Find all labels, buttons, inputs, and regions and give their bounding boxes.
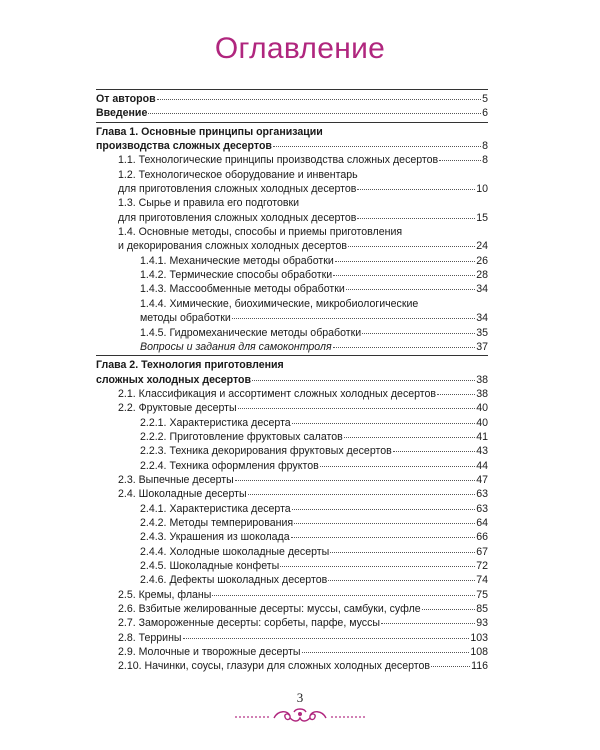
toc-entry-page: 38 <box>476 373 488 386</box>
toc-entry[interactable] <box>96 588 488 602</box>
toc-entry[interactable] <box>96 401 488 415</box>
toc-leader-dots <box>320 466 475 467</box>
toc-entry[interactable] <box>96 358 488 372</box>
toc-leader-dots <box>238 408 476 409</box>
toc-entry[interactable] <box>96 444 488 458</box>
toc-entry[interactable] <box>96 106 488 120</box>
toc-leader-dots <box>294 523 475 524</box>
toc-entry[interactable] <box>96 211 488 225</box>
toc-entry[interactable] <box>96 153 488 167</box>
toc-leader-dots <box>302 652 470 653</box>
page-number: 3 <box>296 690 304 705</box>
toc-entry-page: 24 <box>476 240 488 253</box>
toc-entry-page: 93 <box>476 617 488 630</box>
toc-entry-page: 63 <box>476 502 488 515</box>
toc-entry[interactable] <box>96 254 488 268</box>
toc-entry-title: 2.2. Фруктовые десерты <box>118 402 237 415</box>
toc-entry-title: От авторов <box>96 93 156 105</box>
toc-entry[interactable] <box>96 340 488 354</box>
toc-entry-title: 1.4.4. Химические, биохимические, микробиологические <box>140 297 419 310</box>
toc-entry[interactable] <box>96 125 488 139</box>
toc-entry-title: для приготовления сложных холодных десертов <box>118 211 357 224</box>
toc-entry-title: 2.9. Молочные и творожные десерты <box>118 646 301 659</box>
toc-leader-dots <box>292 509 476 510</box>
toc-entry-page: 28 <box>476 269 488 282</box>
toc-entry-page: 8 <box>482 154 488 167</box>
toc-entry-page: 74 <box>476 574 488 587</box>
toc-entry[interactable] <box>96 387 488 401</box>
toc-entry[interactable] <box>96 92 488 106</box>
toc-entry[interactable] <box>96 239 488 253</box>
toc-entry-title: сложных холодных десертов <box>96 373 251 386</box>
toc-entry[interactable] <box>96 502 488 516</box>
toc-section-rule <box>96 122 488 123</box>
toc-entry-page: 75 <box>476 588 488 601</box>
toc-entry[interactable] <box>96 225 488 239</box>
toc-leader-dots <box>292 423 476 424</box>
toc-entry-title: Введение <box>96 107 148 120</box>
toc-entry-title: 2.4.3. Украшения из шоколада <box>140 531 290 544</box>
toc-entry[interactable] <box>96 196 488 210</box>
toc-entry-page: 34 <box>476 312 488 325</box>
toc-entry-title: 2.6. Взбитые желированные десерты: муссы, самбуки, суфле <box>118 603 421 616</box>
toc-section-rule <box>96 355 488 356</box>
toc-entry-title: 2.7. Замороженные десерты: сорбеты, парфе, муссы <box>118 617 380 630</box>
toc-entry-page: 8 <box>482 140 488 153</box>
toc-entry-title: 1.4. Основные методы, способы и приемы приготовления <box>118 226 403 239</box>
toc-entry-title: 2.10. Начинки, соусы, глазури для сложных холодных десертов <box>118 660 431 673</box>
toc-leader-dots <box>157 99 481 100</box>
toc-entry-title: 2.4.1. Характеристика десерта <box>140 502 291 515</box>
toc-entry-title: 2.4.6. Дефекты шоколадных десертов <box>140 574 328 587</box>
toc-entry-title: Глава 2. Технология приготовления <box>96 359 284 372</box>
toc-entry-title: производства сложных десертов <box>96 140 272 153</box>
toc-entry[interactable] <box>96 602 488 616</box>
toc-entry-page: 103 <box>470 631 488 644</box>
toc-entry-title: 1.4.1. Механические методы обработки <box>140 254 334 267</box>
toc-leader-dots <box>357 189 475 190</box>
toc-entry[interactable] <box>96 545 488 559</box>
toc-leader-dots <box>235 480 475 481</box>
toc-entry[interactable] <box>96 139 488 153</box>
decorative-ornament-icon <box>232 704 368 726</box>
toc-entry-page: 108 <box>470 646 488 659</box>
toc-leader-dots <box>280 566 475 567</box>
toc-top-rule <box>96 89 488 90</box>
toc-entry[interactable] <box>96 297 488 311</box>
toc-entry-title: 2.1. Классификация и ассортимент сложных холодных десертов <box>118 387 437 400</box>
toc-entry-page: 38 <box>476 387 488 400</box>
toc-leader-dots <box>393 451 475 452</box>
toc-entry-page: 44 <box>476 459 488 472</box>
toc-entry-title: 2.3. Выпечные десерты <box>118 473 234 486</box>
toc-entry[interactable] <box>96 430 488 444</box>
toc-entry[interactable] <box>96 645 488 659</box>
toc-leader-dots <box>232 318 475 319</box>
toc-entry-title: 1.4.3. Массообменные методы обработки <box>140 283 345 296</box>
toc-entry-title: 2.2.2. Приготовление фруктовых салатов <box>140 430 343 443</box>
toc-entry-title: 1.2. Технологическое оборудование и инвентарь <box>118 168 358 181</box>
toc-leader-dots <box>348 246 475 247</box>
toc-entry-page: 40 <box>476 416 488 429</box>
toc-entry-page: 67 <box>476 545 488 558</box>
toc-entry-page: 35 <box>476 326 488 339</box>
toc-leader-dots <box>357 218 475 219</box>
toc-entry-title: и декорирования сложных холодных десертов <box>118 240 348 253</box>
toc-entry-page: 66 <box>476 531 488 544</box>
toc-entry-page: 64 <box>476 516 488 529</box>
toc-entry-title: 1.4.5. Гидромеханические методы обработки <box>140 326 362 339</box>
toc-entry-title: Глава 1. Основные принципы организации <box>96 125 323 138</box>
toc-entry-title: для приготовления сложных холодных десертов <box>118 183 357 196</box>
toc-leader-dots <box>333 347 476 348</box>
toc-entry[interactable] <box>96 326 488 340</box>
table-of-contents <box>96 88 488 674</box>
toc-entry-title: методы обработки <box>140 312 231 325</box>
toc-leader-dots <box>148 113 481 114</box>
toc-entry[interactable] <box>96 516 488 530</box>
toc-leader-dots <box>381 623 475 624</box>
toc-entry[interactable] <box>96 373 488 387</box>
toc-leader-dots <box>346 289 475 290</box>
toc-entry-title: 2.4. Шоколадные десерты <box>118 488 247 501</box>
toc-leader-dots <box>183 638 470 639</box>
toc-entry-title: Вопросы и задания для самоконтроля <box>140 340 332 353</box>
toc-entry-page: 26 <box>476 254 488 267</box>
toc-entry-page: 43 <box>476 445 488 458</box>
toc-entry-page: 85 <box>476 603 488 616</box>
toc-leader-dots <box>212 595 475 596</box>
toc-leader-dots <box>431 666 470 667</box>
toc-entry-page: 47 <box>476 473 488 486</box>
toc-entry-page: 63 <box>476 488 488 501</box>
toc-entry[interactable] <box>96 631 488 645</box>
toc-leader-dots <box>248 494 476 495</box>
toc-entry[interactable] <box>96 573 488 587</box>
toc-entry[interactable] <box>96 311 488 325</box>
toc-entry-page: 40 <box>476 402 488 415</box>
toc-entry-title: 2.2.4. Техника оформления фруктов <box>140 459 319 472</box>
toc-entry[interactable] <box>96 473 488 487</box>
toc-entry-page: 72 <box>476 560 488 572</box>
toc-entry[interactable] <box>96 282 488 296</box>
page-title: Оглавление <box>214 32 386 65</box>
toc-leader-dots <box>439 160 481 161</box>
toc-entry-page: 34 <box>476 283 488 296</box>
toc-entry[interactable] <box>96 268 488 282</box>
toc-entry-title: 2.8. Террины <box>118 631 182 644</box>
toc-entry-title: 2.2.3. Техника декорирования фруктовых десертов <box>140 445 392 458</box>
toc-entry-title: 2.4.2. Методы темперирования <box>140 516 294 529</box>
toc-entry-title: 1.1. Технологические принципы производства сложных десертов <box>118 154 439 167</box>
toc-leader-dots <box>328 580 475 581</box>
toc-leader-dots <box>273 146 481 147</box>
toc-entry-page: 116 <box>471 660 488 673</box>
toc-entry-page: 41 <box>476 430 488 443</box>
toc-entry-title: 1.3. Сырье и правила его подготовки <box>118 197 300 210</box>
toc-entry[interactable] <box>96 182 488 196</box>
toc-entry[interactable] <box>96 459 488 473</box>
toc-leader-dots <box>437 394 475 395</box>
toc-entry-page: 6 <box>482 107 488 120</box>
toc-entry[interactable] <box>96 659 488 673</box>
toc-entry-page: 15 <box>476 211 488 224</box>
toc-entry-title: 1.4.2. Термические способы обработки <box>140 269 333 282</box>
toc-entry[interactable] <box>96 616 488 630</box>
toc-entry-title: 2.4.5. Шоколадные конфеты <box>140 560 280 572</box>
toc-leader-dots <box>362 333 475 334</box>
toc-leader-dots <box>335 261 475 262</box>
toc-entry[interactable] <box>96 559 488 573</box>
toc-leader-dots <box>344 437 475 438</box>
toc-entry[interactable] <box>96 416 488 430</box>
toc-entry-page: 10 <box>476 183 488 196</box>
toc-entry[interactable] <box>96 168 488 182</box>
toc-entry-title: 2.5. Кремы, фланы <box>118 588 212 601</box>
toc-entry-title: 2.2.1. Характеристика десерта <box>140 416 291 429</box>
toc-leader-dots <box>330 552 475 553</box>
toc-entry-page: 5 <box>482 93 488 105</box>
toc-entry-title: 2.4.4. Холодные шоколадные десерты <box>140 545 330 558</box>
toc-entry-page: 37 <box>476 340 488 353</box>
toc-entry[interactable] <box>96 530 488 544</box>
toc-entry[interactable] <box>96 487 488 501</box>
toc-leader-dots <box>422 609 476 610</box>
toc-leader-dots <box>333 275 475 276</box>
toc-leader-dots <box>252 380 475 381</box>
toc-leader-dots <box>291 537 476 538</box>
